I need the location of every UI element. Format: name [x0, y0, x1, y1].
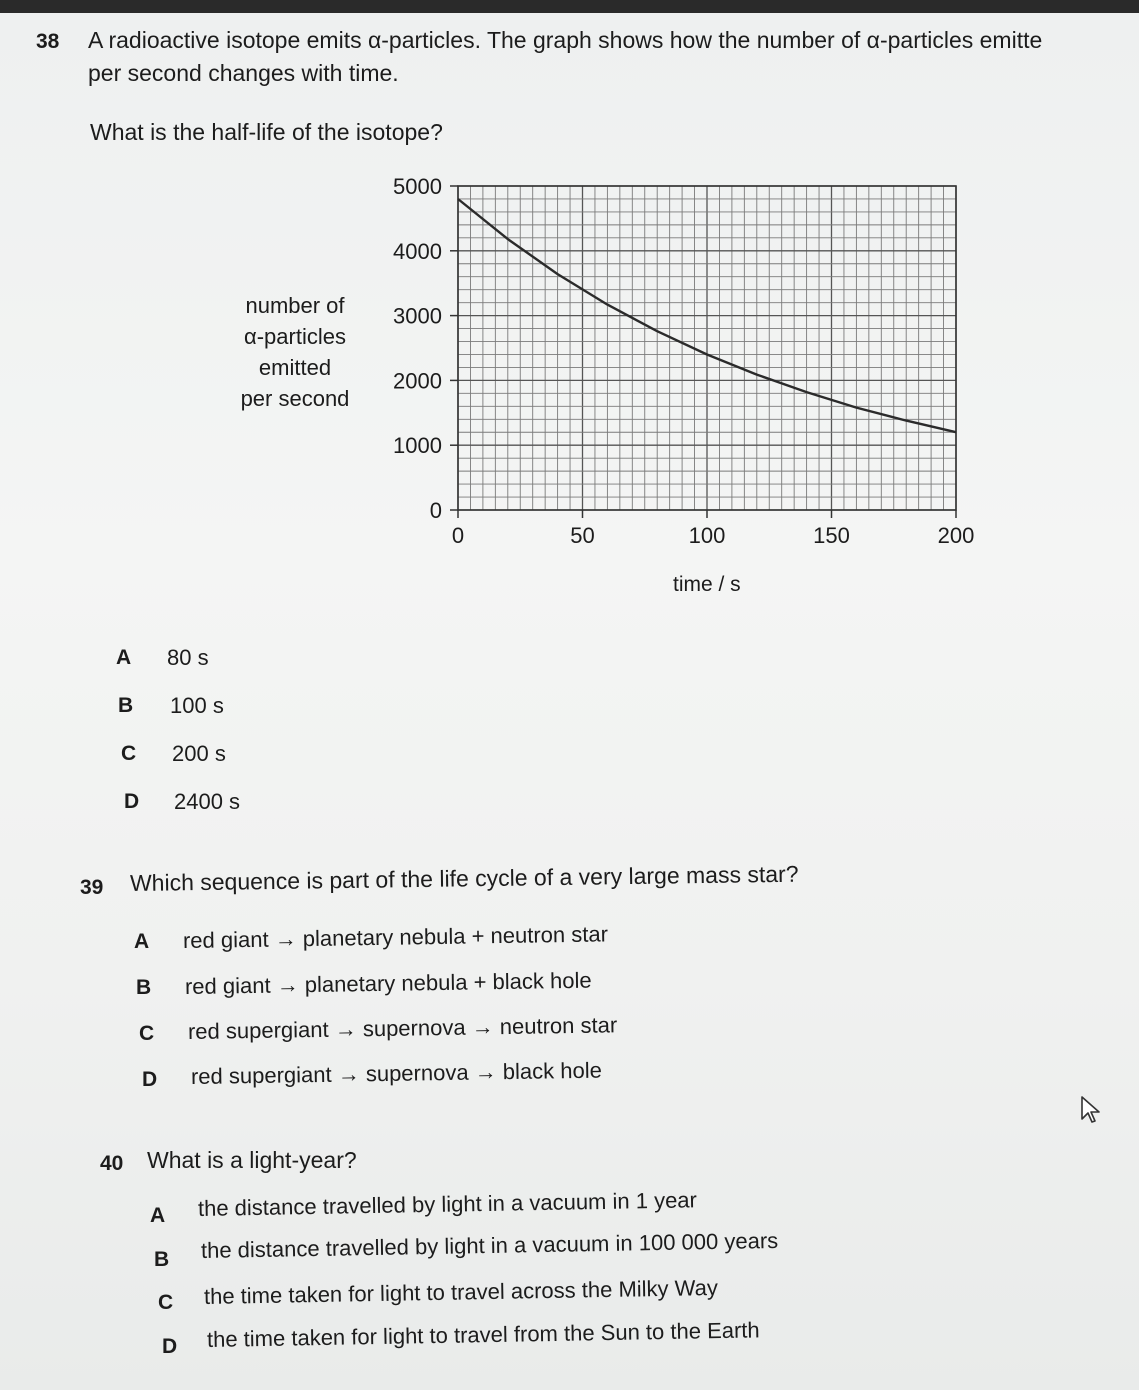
option-letter: A: [150, 1204, 166, 1227]
question-number: 39: [80, 876, 104, 899]
option-letter: D: [142, 1068, 158, 1091]
option-text: 80 s: [167, 645, 209, 670]
y-label-line: α-particles: [244, 324, 346, 349]
option-letter: A: [116, 646, 132, 669]
option-text: red supergiant → supernova → neutron star: [187, 1012, 618, 1044]
option-text: red giant → planetary nebula + neutron star: [182, 921, 609, 953]
question-prompt: What is the half-life of the isotope?: [90, 119, 443, 145]
option-letter: C: [158, 1291, 174, 1314]
option-letter: C: [139, 1022, 155, 1045]
question-text-continued: per second changes with time.: [88, 60, 399, 86]
option-letter: B: [118, 694, 134, 717]
question-number: 40: [100, 1152, 124, 1175]
question-text: Which sequence is part of the life cycle of a very large mass star?: [129, 860, 799, 896]
option-letter: B: [136, 976, 152, 999]
x-tick-label: 0: [451, 523, 465, 548]
option-text: the distance travelled by light in a vacuum in 100 000 years: [200, 1227, 779, 1263]
chart-y-tick-labels: [393, 174, 442, 523]
x-tick-label: 50: [570, 523, 595, 548]
decay-graph: [0, 0, 1139, 620]
y-tick-label: 5000: [393, 174, 442, 199]
option-text: 200 s: [172, 741, 226, 766]
x-tick-label: 150: [813, 523, 850, 548]
y-tick-label: 2000: [393, 368, 442, 394]
mouse-cursor-icon: [1080, 1095, 1102, 1125]
option-text: 100 s: [170, 693, 224, 718]
question-text: A radioactive isotope emits α-particles. The graph shows how the number of α-particles emitte: [88, 27, 1043, 53]
option-letter: D: [124, 790, 140, 813]
y-label-line: number of: [245, 293, 345, 318]
question-text: What is a light-year?: [147, 1147, 357, 1173]
option-text: the time taken for light to travel from the Sun to the Earth: [206, 1317, 760, 1352]
chart-grid-minor: [458, 186, 956, 510]
y-tick-label: 1000: [393, 433, 442, 459]
option-letter: A: [134, 930, 150, 953]
y-tick-label: 3000: [393, 303, 442, 329]
y-tick-label: 4000: [393, 238, 442, 264]
option-text: the distance travelled by light in a vacuum in 1 year: [197, 1187, 698, 1221]
option-letter: B: [154, 1248, 170, 1271]
question-number: 38: [36, 30, 60, 53]
chart-x-axis-label: time / s: [673, 573, 741, 596]
option-letter: D: [162, 1335, 178, 1358]
y-label-line: emitted: [258, 355, 332, 380]
option-letter: C: [121, 742, 137, 765]
x-tick-label: 100: [688, 523, 726, 548]
x-tick-label: 200: [937, 523, 975, 548]
y-tick-label: 0: [429, 498, 442, 523]
option-text: red supergiant → supernova → black hole: [190, 1057, 603, 1089]
y-label-line: per second: [240, 386, 350, 411]
option-text: the time taken for light to travel across the Milky Way: [203, 1275, 719, 1309]
option-text: red giant → planetary nebula + black hole: [184, 967, 592, 999]
option-text: 2400 s: [174, 789, 241, 814]
chart-x-tick-labels: [452, 523, 974, 548]
